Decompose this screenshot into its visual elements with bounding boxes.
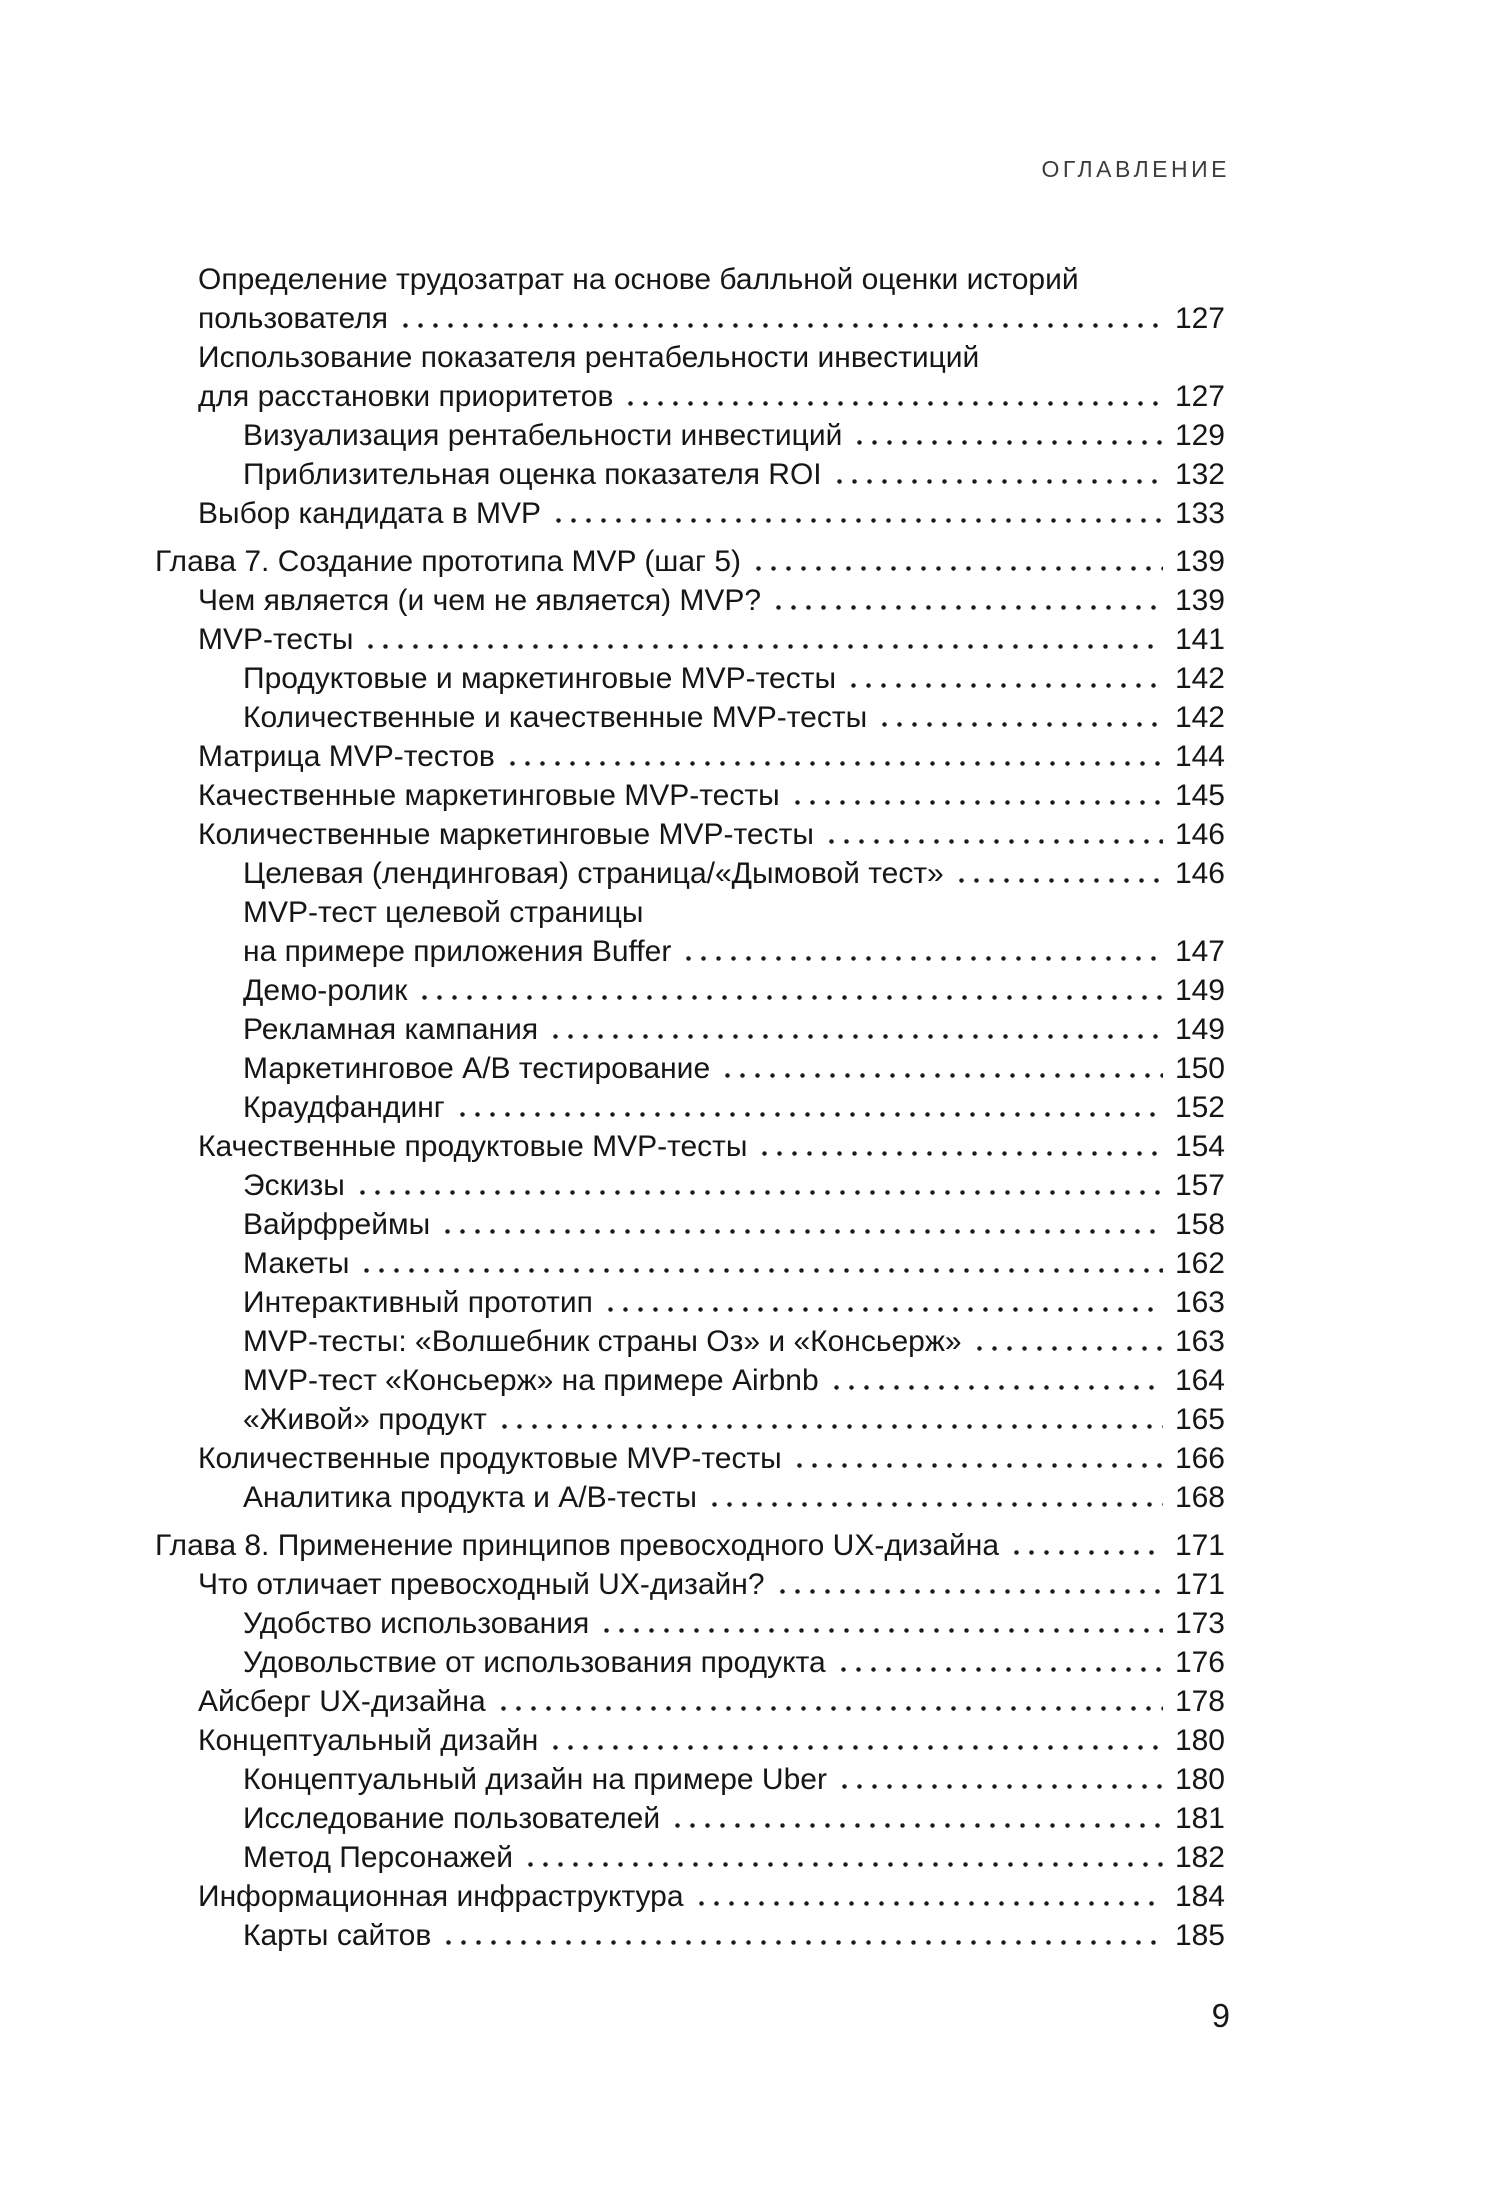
toc-entry-row: [155, 1052, 1225, 1091]
toc-entry-row: [155, 584, 1225, 623]
toc-entry-row: [155, 1763, 1225, 1802]
dot-leader: [846, 683, 1163, 688]
dot-leader: [775, 1589, 1163, 1594]
toc-entry-text: Выбор кандидата в MVP: [198, 497, 541, 530]
toc-entry-row: [155, 857, 1225, 896]
toc-entry-text: MVP-тест целевой страницы: [243, 896, 644, 929]
dot-leader: [599, 1628, 1163, 1633]
toc-entry-row: [155, 1685, 1225, 1724]
toc-entry-row: [155, 458, 1225, 497]
toc-page-ref: 129: [1174, 419, 1225, 452]
toc-page-ref: 176: [1174, 1646, 1225, 1679]
toc-entry-row: [155, 779, 1225, 818]
toc-entry-text: Количественные продуктовые MVP-тесты: [198, 1442, 782, 1475]
toc-entry-row: [155, 497, 1225, 536]
toc-entry-text: Исследование пользователей: [243, 1802, 661, 1835]
toc-entry-text: Количественные маркетинговые MVP-тесты: [198, 818, 814, 851]
toc-page-ref: 163: [1174, 1286, 1225, 1319]
toc-entry-text: Айсберг UX-дизайна: [198, 1685, 486, 1718]
toc-page-ref: 144: [1174, 740, 1225, 773]
dot-leader: [359, 1268, 1162, 1273]
dot-leader: [497, 1424, 1163, 1429]
toc-entry-text: Маркетинговое A/B тестирование: [243, 1052, 711, 1085]
toc-entry-row: [155, 935, 1225, 974]
toc-entry-row: [155, 1646, 1225, 1685]
toc-page-ref: 141: [1174, 623, 1225, 656]
toc-page-ref: 127: [1174, 302, 1225, 335]
toc-entry-row: [155, 818, 1225, 857]
toc-entry-text: Метод Персонажей: [243, 1841, 513, 1874]
dot-leader: [829, 1385, 1163, 1390]
toc-entry-row: [155, 1364, 1225, 1403]
dot-leader: [954, 878, 1163, 883]
toc-page-ref: 173: [1174, 1607, 1225, 1640]
toc-entry-row: [155, 623, 1225, 662]
toc-page-ref: 171: [1174, 1529, 1225, 1562]
toc-page-ref: 166: [1174, 1442, 1225, 1475]
toc-entry-row: [155, 701, 1225, 740]
toc-entry-text: Глава 8. Применение принципов превосходного UX-дизайна: [155, 1529, 1000, 1562]
dot-leader: [623, 401, 1163, 406]
toc-entry-row: [155, 1208, 1225, 1247]
toc-page-ref: 149: [1174, 974, 1225, 1007]
toc-entry-text: Приблизительная оценка показателя ROI: [243, 458, 822, 491]
toc-list: [155, 263, 1225, 1958]
toc-entry-row: [155, 1724, 1225, 1763]
toc-entry-text: Что отличает превосходный UX-дизайн?: [198, 1568, 765, 1601]
toc-page-ref: 142: [1174, 701, 1225, 734]
dot-leader: [455, 1112, 1163, 1117]
toc-page-ref: 168: [1174, 1481, 1225, 1514]
toc-page-ref: 142: [1174, 662, 1225, 695]
toc-entry-row: [155, 1568, 1225, 1607]
dot-leader: [972, 1346, 1163, 1351]
toc-page-ref: 163: [1174, 1325, 1225, 1358]
dot-leader: [751, 566, 1163, 571]
toc-entry-text: на примере приложения Buffer: [243, 935, 672, 968]
toc-page-ref: 157: [1174, 1169, 1225, 1202]
toc-entry-text: Вайрфреймы: [243, 1208, 431, 1241]
toc-page-ref: 182: [1174, 1841, 1225, 1874]
toc-entry-text: Краудфандинг: [243, 1091, 445, 1124]
toc-entry-row: [155, 1286, 1225, 1325]
dot-leader: [877, 722, 1163, 727]
toc-page-ref: 147: [1174, 935, 1225, 968]
toc-entry-row: [155, 1130, 1225, 1169]
toc-entry-text: Интерактивный прототип: [243, 1286, 593, 1319]
toc-entry-row: [155, 1607, 1225, 1646]
toc-entry-text: Количественные и качественные MVP-тесты: [243, 701, 868, 734]
dot-leader: [792, 1463, 1163, 1468]
toc-entry-text: Концептуальный дизайн: [198, 1724, 539, 1757]
toc-page-ref: 132: [1174, 458, 1225, 491]
dot-leader: [771, 605, 1163, 610]
toc-entry-text: Качественные маркетинговые MVP-тесты: [198, 779, 780, 812]
toc-entry-row: [155, 1247, 1225, 1286]
dot-leader: [523, 1862, 1163, 1867]
toc-entry-row: [155, 1403, 1225, 1442]
toc-entry-row: [155, 302, 1225, 341]
toc-page-ref: 184: [1174, 1880, 1225, 1913]
toc-chapter-row: [155, 545, 1225, 584]
dot-leader: [670, 1823, 1163, 1828]
toc-entry-row: [155, 1013, 1225, 1052]
toc-entry-text: Концептуальный дизайн на примере Uber: [243, 1763, 827, 1796]
toc-entry-text: Визуализация рентабельности инвестиций: [243, 419, 843, 452]
dot-leader: [1009, 1550, 1163, 1555]
toc-entry-text: Эскизы: [243, 1169, 345, 1202]
toc-page-ref: 146: [1174, 818, 1225, 851]
toc-entry-row: [155, 1802, 1225, 1841]
toc-page-ref: 162: [1174, 1247, 1225, 1280]
dot-leader: [790, 800, 1163, 805]
toc-entry-row: [155, 1919, 1225, 1958]
toc-entry-row: [155, 740, 1225, 779]
dot-leader: [363, 644, 1163, 649]
toc-entry-row: [155, 419, 1225, 458]
toc-page-ref: 180: [1174, 1724, 1225, 1757]
toc-page-ref: 127: [1174, 380, 1225, 413]
toc-page-ref: 149: [1174, 1013, 1225, 1046]
dot-leader: [417, 995, 1163, 1000]
toc-entry-text: Удобство использования: [243, 1607, 590, 1640]
toc-entry-text: Информационная инфраструктура: [198, 1880, 684, 1913]
toc-page-ref: 178: [1174, 1685, 1225, 1718]
running-head: ОГЛАВЛЕНИЕ: [1041, 156, 1230, 182]
toc-entry-text: Матрица MVP-тестов: [198, 740, 495, 773]
toc-entry-text: MVP-тест «Консьерж» на примере Airbnb: [243, 1364, 819, 1397]
toc-page-ref: 181: [1174, 1802, 1225, 1835]
dot-leader: [757, 1151, 1162, 1156]
toc-entry-text: Макеты: [243, 1247, 350, 1280]
dot-leader: [548, 1745, 1163, 1750]
toc-page-ref: 185: [1174, 1919, 1225, 1952]
dot-leader: [398, 323, 1163, 328]
toc-entry-row: [155, 1841, 1225, 1880]
dot-leader: [681, 956, 1163, 961]
toc-entry-row: [155, 896, 1225, 935]
toc-entry-text: Определение трудозатрат на основе балльной оценки историй: [198, 263, 1079, 296]
toc-page-ref: 180: [1174, 1763, 1225, 1796]
toc-chapter-row: [155, 1529, 1225, 1568]
toc-entry-row: [155, 1880, 1225, 1919]
toc-entry-text: пользователя: [198, 302, 388, 335]
toc-page-ref: 145: [1174, 779, 1225, 812]
toc-entry-row: [155, 662, 1225, 701]
toc-entry-row: [155, 1442, 1225, 1481]
toc-entry-row: [155, 380, 1225, 419]
toc-entry-text: Продуктовые и маркетинговые MVP-тесты: [243, 662, 837, 695]
toc-entry-text: MVP-тесты: [198, 623, 354, 656]
toc-entry-text: MVP-тесты: «Волшебник страны Оз» и «Консьерж»: [243, 1325, 962, 1358]
toc-page-ref: 139: [1174, 545, 1225, 578]
dot-leader: [496, 1706, 1163, 1711]
dot-leader: [551, 518, 1163, 523]
toc-page-ref: 152: [1174, 1091, 1225, 1124]
toc-entry-text: Чем является (и чем не является) MVP?: [198, 584, 762, 617]
dot-leader: [441, 1940, 1163, 1945]
toc-page-ref: 171: [1174, 1568, 1225, 1601]
toc-page-ref: 164: [1174, 1364, 1225, 1397]
toc-page-ref: 133: [1174, 497, 1225, 530]
dot-leader: [852, 440, 1163, 445]
dot-leader: [836, 1667, 1163, 1672]
toc-entry-text: Карты сайтов: [243, 1919, 432, 1952]
dot-leader: [355, 1190, 1163, 1195]
dot-leader: [837, 1784, 1163, 1789]
toc-entry-text: для расстановки приоритетов: [198, 380, 614, 413]
toc-entry-row: [155, 263, 1225, 302]
dot-leader: [720, 1073, 1163, 1078]
dot-leader: [603, 1307, 1163, 1312]
toc-entry-text: Целевая (лендинговая) страница/«Дымовой тест»: [243, 857, 944, 890]
toc-page-ref: 158: [1174, 1208, 1225, 1241]
dot-leader: [505, 761, 1163, 766]
toc-entry-text: Удовольствие от использования продукта: [243, 1646, 826, 1679]
toc-entry-row: [155, 974, 1225, 1013]
toc-entry-text: Аналитика продукта и A/B-тесты: [243, 1481, 697, 1514]
dot-leader: [707, 1502, 1163, 1507]
dot-leader: [824, 839, 1163, 844]
toc-entry-text: Демо-ролик: [243, 974, 408, 1007]
page-number: 9: [1211, 1997, 1230, 2034]
toc-page-ref: 146: [1174, 857, 1225, 890]
dot-leader: [440, 1229, 1163, 1234]
dot-leader: [694, 1901, 1163, 1906]
dot-leader: [832, 479, 1163, 484]
toc-entry-text: Рекламная кампания: [243, 1013, 539, 1046]
toc-page-ref: 139: [1174, 584, 1225, 617]
toc-entry-text: Глава 7. Создание прототипа MVP (шаг 5): [155, 545, 742, 578]
toc-entry-text: «Живой» продукт: [243, 1403, 487, 1436]
toc-entry-row: [155, 341, 1225, 380]
toc-entry-row: [155, 1481, 1225, 1520]
toc-entry-text: Качественные продуктовые MVP-тесты: [198, 1130, 748, 1163]
toc-entry-text: Использование показателя рентабельности инвестиций: [198, 341, 980, 374]
toc-page-ref: 165: [1174, 1403, 1225, 1436]
toc-entry-row: [155, 1169, 1225, 1208]
toc-entry-row: [155, 1325, 1225, 1364]
toc-entry-row: [155, 1091, 1225, 1130]
toc-page-ref: 154: [1174, 1130, 1225, 1163]
dot-leader: [548, 1034, 1163, 1039]
toc-page-ref: 150: [1174, 1052, 1225, 1085]
